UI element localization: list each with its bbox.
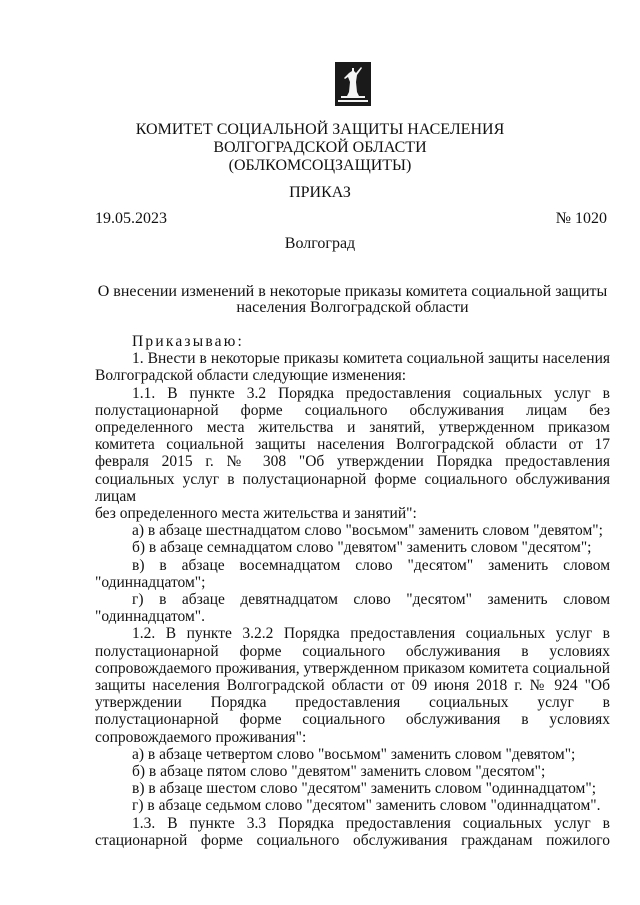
motherland-statue-icon	[335, 62, 371, 106]
document-type-title: ПРИКАЗ	[289, 184, 351, 201]
list-item: а) в абзаце четвертом слово "восьмом" заменить словом "девятом";	[132, 745, 576, 763]
paragraph-1-3: 1.3. В пункте 3.3 Порядка предоставления социальных услуг в стационарной форме социального обслуживания гражданам пожилого	[95, 814, 610, 849]
paragraph-1-2: 1.2. В пункте 3.2.2 Порядка предоставления социальных услуг в полустационарной форме социального обслуживания в условиях сопровождаемого проживания, утвержденном приказом комитета социальной защиты населения Волгоградской области от 09 июня 2018 г. № 924 "Об утверждении Порядка предоставления социальных услуг в полустационарной форме социального обслуживания в условиях	[95, 625, 610, 729]
coat-of-arms-emblem	[335, 62, 371, 106]
list-item: б) в абзаце пятом слово "девятом" заменить словом "десятом";	[132, 763, 546, 781]
list-item: в) в абзаце восемнадцатом слово "десятом" заменить словом "одиннадцатом";	[95, 556, 610, 591]
paragraph-1-1: 1.1. В пункте 3.2 Порядка предоставления социальных услуг в полустационарной форме социального обслуживания лицам без определенного места жительства и занятий, утвержденном приказом комитета социальной защиты населения Волгоградской области от 17 февраля 2015 г. № 308 "Об утверждении Порядка предоставления социальных услуг в полустационарной форме социального обслуживания лицам	[95, 384, 610, 505]
document-subject: О внесении изменений в некоторые приказы комитета социальной защиты населения Волгоградской области	[97, 283, 608, 316]
paragraph-1: 1. Внести в некоторые приказы комитета социальной защиты населения Волгоградской области следующие изменения:	[95, 350, 610, 385]
paragraph-1-1-tail: без определенного места жительства и занятий":	[95, 505, 417, 523]
document-date: 19.05.2023	[95, 210, 167, 227]
org-name-line-3: (ОБЛКОМСОЦЗАЩИТЫ)	[228, 157, 412, 174]
document-number: № 1020	[555, 210, 607, 227]
list-item: а) в абзаце шестнадцатом слово "восьмом" заменить словом "девятом";	[132, 522, 603, 540]
city-name: Волгоград	[284, 235, 356, 252]
order-intro: Приказываю:	[132, 333, 245, 350]
list-item: б) в абзаце семнадцатом слово "девятом" заменить словом "десятом";	[132, 539, 592, 557]
org-name-line-2: ВОЛГОГРАДСКОЙ ОБЛАСТИ	[213, 139, 427, 156]
list-item: г) в абзаце девятнадцатом слово "десятом" заменить словом "одиннадцатом".	[95, 591, 610, 626]
org-name-line-1: КОМИТЕТ СОЦИАЛЬНОЙ ЗАЩИТЫ НАСЕЛЕНИЯ	[135, 121, 505, 138]
paragraph-1-2-tail: сопровождаемого проживания":	[95, 728, 307, 746]
document-body	[95, 333, 610, 849]
list-item: г) в абзаце седьмом слово "десятом" заменить словом "одиннадцатом".	[132, 797, 601, 815]
list-item: в) в абзаце шестом слово "десятом" заменить словом "одиннадцатом";	[132, 780, 597, 798]
